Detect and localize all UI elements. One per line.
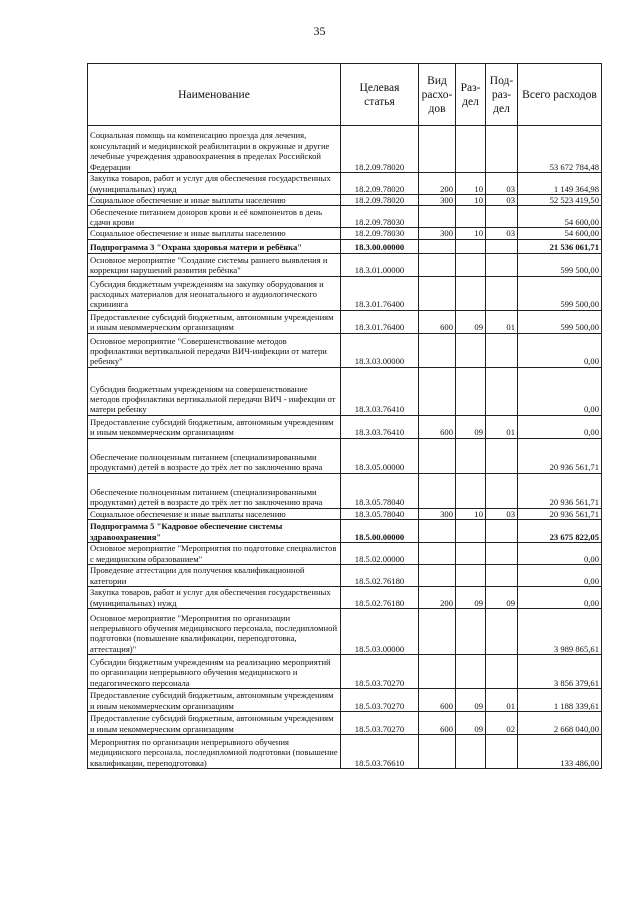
cell-expense-type: 300 (419, 228, 456, 239)
cell-total: 20 936 561,71 (518, 438, 602, 473)
cell-section (456, 126, 486, 173)
table-row (88, 415, 602, 438)
cell-section (456, 367, 486, 415)
cell-total: 1 149 364,98 (518, 173, 602, 195)
cell-subsection (486, 438, 518, 473)
cell-name: Субсидии бюджетным учреждениям на реализацию мероприятий по организации непрерывного обучения медицинского и педагогического персонала (88, 655, 341, 689)
cell-section (456, 655, 486, 689)
cell-total: 54 600,00 (518, 228, 602, 239)
cell-expense-type: 600 (419, 415, 456, 438)
table-row (88, 689, 602, 712)
cell-name: Субсидия бюджетным учреждениям на совершенствование методов профилактики вертикальной передачи ВИЧ - инфекции от матери ребенку (88, 367, 341, 415)
table-row (88, 508, 602, 519)
cell-section (456, 239, 486, 253)
cell-target: 18.2.09.78020 (341, 126, 419, 173)
header-expense-type: Вид расхо-дов (419, 64, 456, 126)
cell-subsection (486, 276, 518, 310)
cell-subsection: 03 (486, 195, 518, 206)
cell-expense-type (419, 609, 456, 655)
cell-total: 599 500,00 (518, 310, 602, 333)
cell-expense-type: 300 (419, 508, 456, 519)
cell-expense-type (419, 735, 456, 769)
cell-target: 18.3.05.00000 (341, 438, 419, 473)
cell-name: Обеспечение полноценным питанием (специализированными продуктами) детей в возрасте до трёх лет по заключению врача (88, 473, 341, 508)
cell-expense-type (419, 239, 456, 253)
cell-name: Социальная помощь на компенсацию проезда для лечения, консультаций и медицинской реабилитации в окружные и другие лечебные учреждения здравоохранения в пределах Российской Федерации (88, 126, 341, 173)
cell-section (456, 206, 486, 228)
cell-name: Мероприятия по организации непрерывного обучения медицинского персонала, последипломной подготовки (повышение квалификации, переподготовка) (88, 735, 341, 769)
cell-expense-type: 600 (419, 712, 456, 735)
cell-total: 23 675 822,05 (518, 520, 602, 543)
cell-subsection (486, 473, 518, 508)
cell-name: Социальное обеспечение и иные выплаты населению (88, 228, 341, 239)
table-row (88, 206, 602, 228)
cell-target: 18.5.02.00000 (341, 543, 419, 565)
cell-target: 18.2.09.78020 (341, 173, 419, 195)
cell-name: Закупка товаров, работ и услуг для обеспечения государственных (муниципальных) нужд (88, 173, 341, 195)
cell-expense-type (419, 543, 456, 565)
cell-target: 18.5.03.00000 (341, 609, 419, 655)
cell-total: 0,00 (518, 543, 602, 565)
cell-target: 18.5.03.70270 (341, 689, 419, 712)
cell-total: 0,00 (518, 587, 602, 609)
cell-target: 18.2.09.78030 (341, 206, 419, 228)
header-total: Всего расходов (518, 64, 602, 126)
cell-subsection (486, 735, 518, 769)
cell-name: Проведение аттестации для получения квалификационной категории (88, 565, 341, 587)
cell-name: Подпрограмма 5 "Кадровое обеспечение системы здравоохранения" (88, 520, 341, 543)
cell-section (456, 438, 486, 473)
cell-section (456, 565, 486, 587)
cell-subsection: 01 (486, 310, 518, 333)
cell-expense-type: 600 (419, 689, 456, 712)
cell-name: Предоставление субсидий бюджетным, автономным учреждениям и иным некоммерческим организациям (88, 415, 341, 438)
cell-expense-type (419, 473, 456, 508)
cell-subsection (486, 609, 518, 655)
table-row (88, 239, 602, 253)
table-row (88, 126, 602, 173)
cell-name: Предоставление субсидий бюджетным, автономным учреждениям и иным некоммерческим организациям (88, 310, 341, 333)
cell-target: 18.3.05.78040 (341, 508, 419, 519)
cell-total: 0,00 (518, 565, 602, 587)
cell-subsection: 09 (486, 587, 518, 609)
cell-expense-type: 600 (419, 310, 456, 333)
cell-subsection (486, 655, 518, 689)
header-subsection: Под-раз-дел (486, 64, 518, 126)
cell-subsection (486, 239, 518, 253)
cell-section: 10 (456, 228, 486, 239)
cell-expense-type (419, 438, 456, 473)
cell-subsection: 03 (486, 228, 518, 239)
cell-target: 18.3.00.00000 (341, 239, 419, 253)
table-row (88, 735, 602, 769)
cell-target: 18.3.05.78040 (341, 473, 419, 508)
cell-expense-type: 200 (419, 173, 456, 195)
table-row (88, 195, 602, 206)
cell-expense-type (419, 276, 456, 310)
cell-name: Обеспечение полноценным питанием (специализированными продуктами) детей в возрасте до трёх лет по заключению врача (88, 438, 341, 473)
cell-section (456, 473, 486, 508)
cell-total: 54 600,00 (518, 206, 602, 228)
cell-total: 52 523 419,50 (518, 195, 602, 206)
cell-target: 18.3.03.76410 (341, 415, 419, 438)
cell-subsection (486, 367, 518, 415)
cell-name: Закупка товаров, работ и услуг для обеспечения государственных (муниципальных) нужд (88, 587, 341, 609)
cell-expense-type (419, 126, 456, 173)
cell-total: 0,00 (518, 415, 602, 438)
cell-expense-type (419, 565, 456, 587)
table-row (88, 333, 602, 367)
cell-subsection: 03 (486, 173, 518, 195)
cell-section (456, 735, 486, 769)
cell-subsection: 01 (486, 415, 518, 438)
table-row (88, 543, 602, 565)
budget-table (87, 63, 602, 769)
cell-target: 18.5.00.00000 (341, 520, 419, 543)
cell-section: 10 (456, 195, 486, 206)
cell-subsection: 01 (486, 689, 518, 712)
table-row (88, 565, 602, 587)
cell-total: 1 188 339,61 (518, 689, 602, 712)
cell-section: 09 (456, 712, 486, 735)
cell-expense-type: 200 (419, 587, 456, 609)
header-name: Наименование (88, 64, 341, 126)
cell-section (456, 253, 486, 276)
cell-name: Субсидия бюджетным учреждениям на закупку оборудования и расходных материалов для неонатального и аудиологического скрининга (88, 276, 341, 310)
cell-section: 10 (456, 173, 486, 195)
cell-subsection: 02 (486, 712, 518, 735)
table-row (88, 310, 602, 333)
header-section: Раз-дел (456, 64, 486, 126)
cell-section: 09 (456, 689, 486, 712)
cell-section (456, 333, 486, 367)
cell-total: 0,00 (518, 333, 602, 367)
cell-name: Социальное обеспечение и иные выплаты населению (88, 195, 341, 206)
cell-target: 18.2.09.78030 (341, 228, 419, 239)
table-row (88, 276, 602, 310)
cell-expense-type (419, 655, 456, 689)
table-row (88, 609, 602, 655)
table-row (88, 173, 602, 195)
cell-name: Подпрограмма 3 "Охрана здоровья матери и ребёнка" (88, 239, 341, 253)
table-row (88, 587, 602, 609)
table-header-row (88, 64, 602, 126)
cell-target: 18.5.03.76610 (341, 735, 419, 769)
table-row (88, 712, 602, 735)
cell-total: 20 936 561,71 (518, 473, 602, 508)
cell-target: 18.5.02.76180 (341, 565, 419, 587)
cell-total: 20 936 561,71 (518, 508, 602, 519)
cell-expense-type (419, 253, 456, 276)
cell-total: 0,00 (518, 367, 602, 415)
cell-name: Основное мероприятие "Мероприятия по организации непрерывного обучения медицинского персонала, последипломной подготовки (повышение квалификации, переподготовка, аттестация)" (88, 609, 341, 655)
cell-total: 53 672 784,48 (518, 126, 602, 173)
cell-target: 18.3.03.00000 (341, 333, 419, 367)
cell-name: Предоставление субсидий бюджетным, автономным учреждениям и иным некоммерческим организациям (88, 712, 341, 735)
cell-target: 18.5.03.70270 (341, 712, 419, 735)
cell-total: 599 500,00 (518, 253, 602, 276)
cell-total: 2 668 040,00 (518, 712, 602, 735)
cell-expense-type (419, 520, 456, 543)
cell-subsection (486, 206, 518, 228)
cell-subsection (486, 253, 518, 276)
cell-subsection (486, 543, 518, 565)
cell-name: Обеспечение питанием доноров крови и её компонентов в день сдачи крови (88, 206, 341, 228)
table-row (88, 367, 602, 415)
cell-section: 10 (456, 508, 486, 519)
cell-total: 21 536 061,71 (518, 239, 602, 253)
cell-section: 09 (456, 587, 486, 609)
cell-section: 09 (456, 415, 486, 438)
cell-section (456, 520, 486, 543)
table-row (88, 473, 602, 508)
cell-expense-type: 300 (419, 195, 456, 206)
cell-subsection (486, 333, 518, 367)
cell-section (456, 276, 486, 310)
cell-expense-type (419, 206, 456, 228)
cell-subsection (486, 520, 518, 543)
table-row (88, 520, 602, 543)
cell-name: Основное мероприятие "Совершенствование методов профилактики вертикальной передачи ВИЧ-инфекции от матери ребенку" (88, 333, 341, 367)
table-row (88, 253, 602, 276)
cell-expense-type (419, 333, 456, 367)
header-target: Целевая статья (341, 64, 419, 126)
cell-target: 18.2.09.78020 (341, 195, 419, 206)
cell-section: 09 (456, 310, 486, 333)
cell-subsection (486, 565, 518, 587)
cell-target: 18.3.03.76410 (341, 367, 419, 415)
table-row (88, 438, 602, 473)
cell-total: 133 486,00 (518, 735, 602, 769)
cell-total: 3 989 865,61 (518, 609, 602, 655)
cell-name: Основное мероприятие "Создание системы раннего выявления и коррекции нарушений развития ребёнка" (88, 253, 341, 276)
table-row (88, 228, 602, 239)
cell-subsection (486, 126, 518, 173)
page-number: 35 (313, 24, 326, 38)
cell-section (456, 609, 486, 655)
cell-name: Предоставление субсидий бюджетным, автономным учреждениям и иным некоммерческим организациям (88, 689, 341, 712)
cell-target: 18.5.02.76180 (341, 587, 419, 609)
cell-name: Основное мероприятие "Мероприятия по подготовке специалистов с медицинским образованием" (88, 543, 341, 565)
cell-total: 599 500,00 (518, 276, 602, 310)
cell-expense-type (419, 367, 456, 415)
cell-target: 18.3.01.76400 (341, 310, 419, 333)
table-row (88, 655, 602, 689)
cell-target: 18.3.01.76400 (341, 276, 419, 310)
cell-section (456, 543, 486, 565)
table-body (88, 126, 602, 769)
cell-subsection: 03 (486, 508, 518, 519)
cell-target: 18.5.03.70270 (341, 655, 419, 689)
cell-target: 18.3.01.00000 (341, 253, 419, 276)
cell-name: Социальное обеспечение и иные выплаты населению (88, 508, 341, 519)
cell-total: 3 856 379,61 (518, 655, 602, 689)
